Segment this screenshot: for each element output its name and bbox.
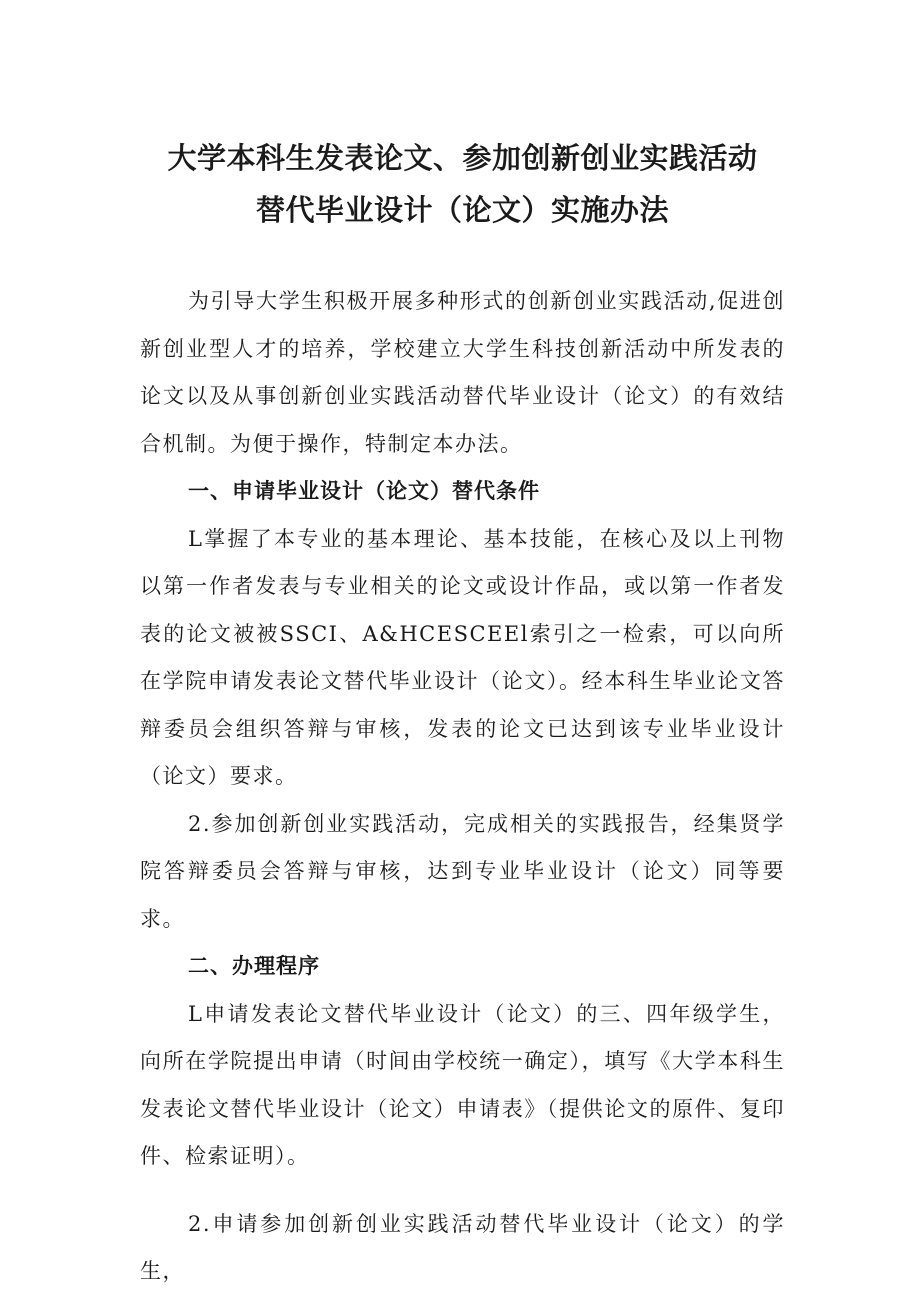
document-page: [140, 132, 785, 1296]
document-title: [140, 132, 785, 236]
section-1-item-2: 2.参加创新创业实践活动，完成相关的实践报告，经集贤学院答辩委员会答辩与审核，达到专业毕业设计（论文）同等要求。: [140, 811, 785, 931]
paragraph-gap: [140, 1181, 785, 1201]
title-line-1: 大学本科生发表论文、参加创新创业实践活动: [167, 141, 758, 175]
section-2-item-2: 2.申请参加创新创业实践活动替代毕业设计（论文）的学生，: [140, 1211, 785, 1283]
document-body: [140, 278, 785, 1296]
section-2-item-1: L申请发表论文替代毕业设计（论文）的三、四年级学生，向所在学院提出申请（时间由学校统一确定），填写《大学本科生发表论文替代毕业设计（论文）申请表》（提供论文的原件、复印件、检索证明）。: [140, 1001, 785, 1168]
title-line-2: 替代毕业设计（论文）实施办法: [255, 193, 669, 227]
intro-paragraph: 为引导大学生积极开展多种形式的创新创业实践活动,促进创新创业型人才的培养，学校建立大学生科技创新活动中所发表的论文以及从事创新创业实践活动替代毕业设计（论文）的有效结合机制。为便于操作，特制定本办法。: [140, 289, 785, 456]
section-2-heading: 二、办理程序: [188, 954, 320, 978]
section-1-item-1: L掌握了本专业的基本理论、基本技能，在核心及以上刊物以第一作者发表与专业相关的论文或设计作品，或以第一作者发表的论文被被SSCI、A&HCESCEEl索引之一检索，可以向所在学院申请发表论文替代毕业设计（论文）。经本科生毕业论文答辩委员会组织答辩与审核，发表的论文已达到该专业毕业设计（论文）要求。: [140, 526, 785, 788]
section-1-heading: 一、申请毕业设计（论文）替代条件: [188, 479, 540, 503]
